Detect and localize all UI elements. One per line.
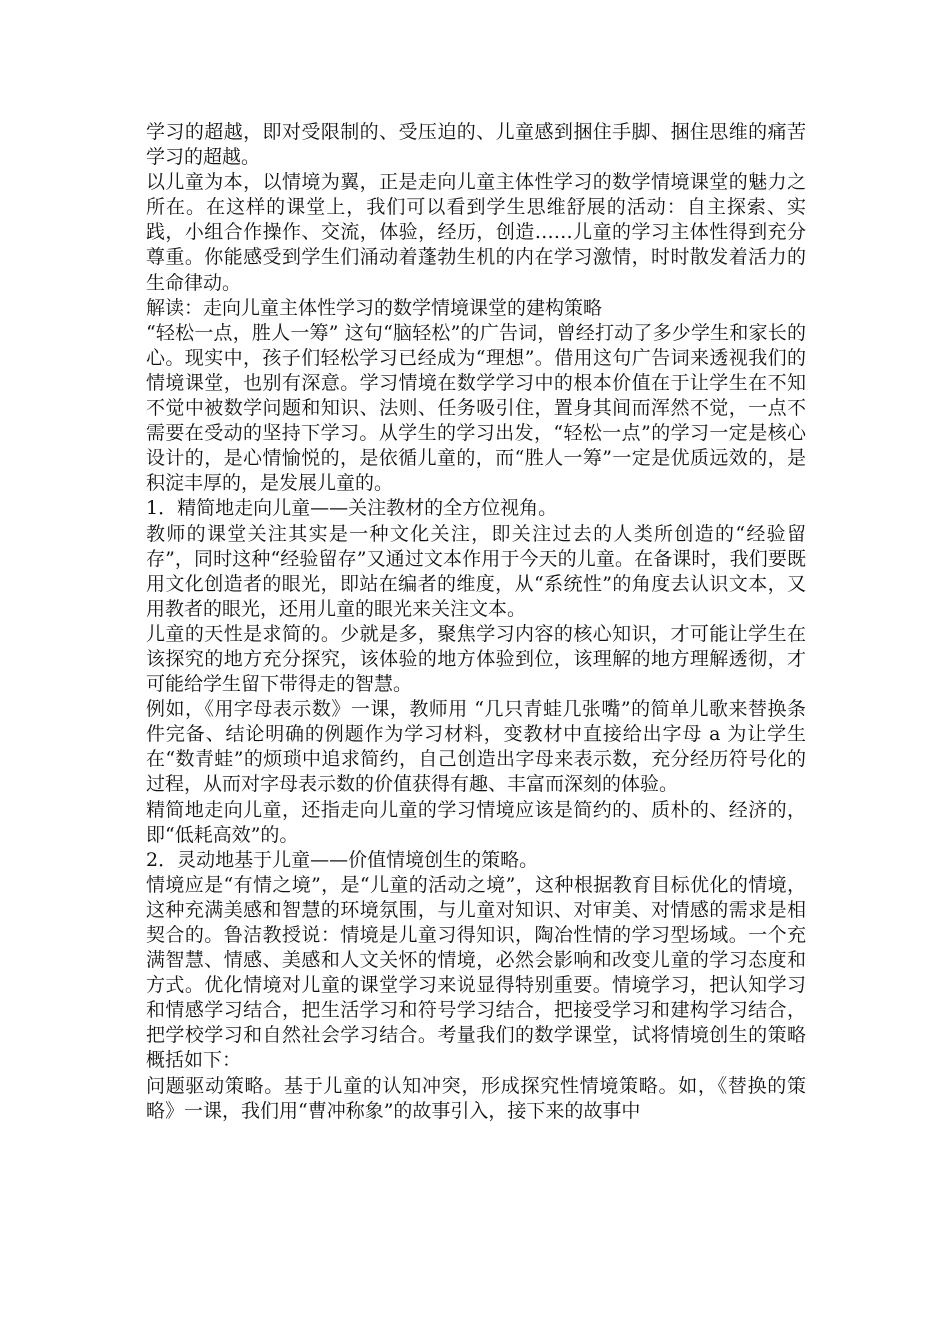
- paragraph-2: 以儿童为本，以情境为翼，正是走向儿童主体性学习的数学情境课堂的魅力之所在。在这样的课堂上，我们可以看到学生思维舒展的活动：自主探索、实践，小组合作操作、交流，体验，经历，创造……儿童的学习主体性得到充分尊重。你能感受到学生们涌动着蓬勃生机的内在学习激情，时时散发着活力的生命律动。: [146, 171, 806, 294]
- paragraph-5: 儿童的天性是求简的。少就是多，聚焦学习内容的核心知识，才可能让学生在该探究的地方充分探究，该体验的地方体验到位，该理解的地方理解透彻，才可能给学生留下带得走的智慧。: [146, 622, 806, 696]
- paragraph-6: 例如，《用字母表示数》一课，教师用 “几只青蛙几张嘴”的简单儿歌来替换条件完备、结论明确的例题作为学习材料，变教材中直接给出字母 a 为让学生在“数青蛙”的烦琐中追求简约，自己创造出字母来表示数，充分经历符号化的过程，从而对字母表示数的价值获得有趣、丰富而深刻的体验。: [146, 698, 806, 796]
- subheading-1: 1．精简地走向儿童——关注教材的全方位视角。: [146, 497, 558, 520]
- paragraph-8: 情境应是“有情之境”，是“儿童的活动之境”，这种根据教育目标优化的情境，这种充满美感和智慧的环境氛围，与儿童对知识、对审美、对情感的需求是相契合的。鲁洁教授说：情境是儿童习得知识，陶冶性情的学习型场域。一个充满智慧、情感、美感和人文关怀的情境，必然会影响和改变儿童的学习态度和方式。优化情境对儿童的课堂学习来说显得特别重要。情境学习，把认知学习和情感学习结合，把生活学习和符号学习结合，把接受学习和建构学习结合，把学校学习和自然社会学习结合。考量我们的数学课堂，试将情境创生的策略概括如下：: [146, 873, 806, 1072]
- section-heading-reading: 解读：走向儿童主体性学习的数学情境课堂的建构策略: [146, 296, 603, 319]
- paragraph-1: 学习的超越，即对受限制的、受压迫的、儿童感到捆住手脚、捆住思维的痛苦学习的超越。: [146, 121, 806, 169]
- paragraph-4: 教师的课堂关注其实是一种文化关注，即关注过去的人类所创造的“经验留存”，同时这种“经验留存”又通过文本作用于今天的儿童。在备课时，我们要既用文化创造者的眼光，即站在编者的维度，从“系统性”的角度去认识文本，又用教者的眼光，还用儿童的眼光来关注文本。: [146, 522, 806, 620]
- subheading-2: 2．灵动地基于儿童——价值情境创生的策略。: [146, 848, 539, 871]
- paragraph-7: 精简地走向儿童，还指走向儿童的学习情境应该是简约的、质朴的、经济的，即“低耗高效”的。: [146, 798, 806, 846]
- paragraph-3: “轻松一点，胜人一筹” 这句“脑轻松”的广告词，曾经打动了多少学生和家长的心。现实中，孩子们轻松学习已经成为“理想”。借用这句广告词来透视我们的情境课堂，也别有深意。学习情境在数学学习中的根本价值在于让学生在不知不觉中被数学问题和知识、法则、任务吸引住，置身其间而浑然不觉，一点不需要在受动的坚持下学习。从学生的学习出发，“轻松一点”的学习一定是核心设计的，是心情愉悦的，是依循儿童的，而“胜人一筹”一定是优质远效的，是积淀丰厚的，是发展儿童的。: [146, 321, 806, 495]
- paragraph-9: 问题驱动策略。基于儿童的认知冲突，形成探究性情境策略。如，《替换的策略》一课，我们用“曹冲称象”的故事引入，接下来的故事中: [146, 1074, 806, 1122]
- document-page: [146, 120, 806, 1124]
